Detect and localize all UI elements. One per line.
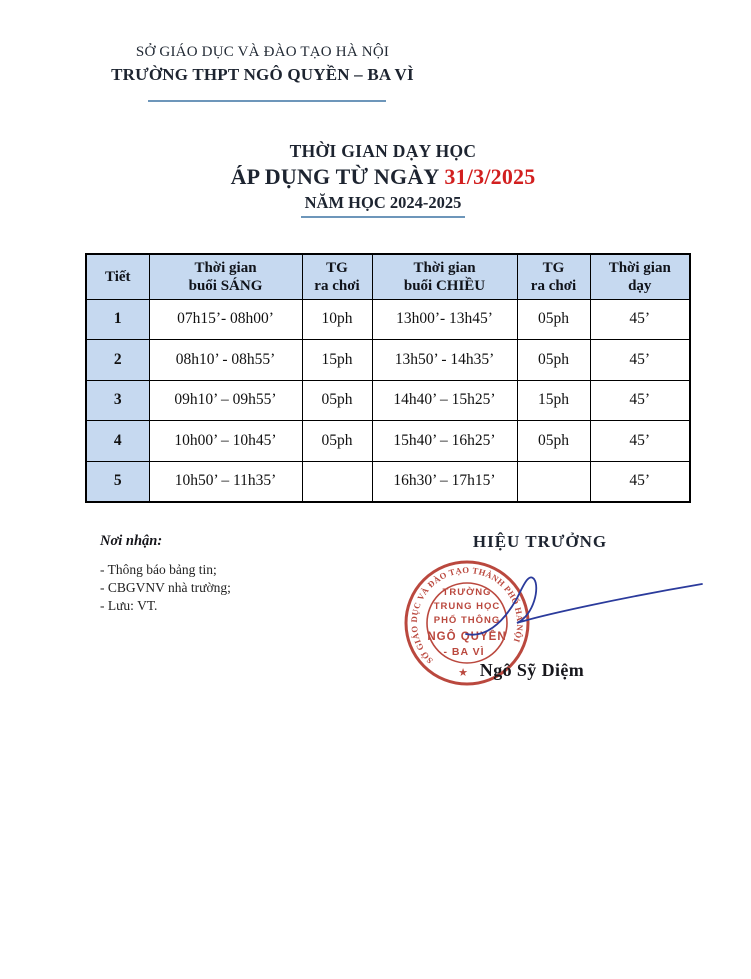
cell-duration: 45’ xyxy=(590,380,690,421)
cell-tiet: 3 xyxy=(86,380,149,421)
cell-afternoon: 13h50’ - 14h35’ xyxy=(372,340,517,381)
signature-title: HIỆU TRƯỞNG xyxy=(472,532,608,551)
school-year: NĂM HỌC 2024-2025 xyxy=(301,193,466,218)
cell-tiet: 4 xyxy=(86,421,149,462)
recipients-block xyxy=(100,533,360,615)
header-cell-morning: Thời gian buổi SÁNG xyxy=(149,254,302,299)
cell-tiet: 1 xyxy=(86,299,149,340)
stamp-line2: TRUNG HỌC xyxy=(433,601,501,612)
cell-break1 xyxy=(302,461,372,502)
signature-ink xyxy=(430,558,710,658)
title-line2-prefix: ÁP DỤNG TỪ NGÀY xyxy=(230,164,445,189)
stamp-line4: NGÔ QUYỀN xyxy=(427,631,507,643)
cell-afternoon: 16h30’ – 17h15’ xyxy=(372,461,517,502)
letterhead xyxy=(95,44,430,85)
school-name: TRƯỜNG THPT NGÔ QUYỀN – BA VÌ xyxy=(111,65,414,84)
department-name: SỞ GIÁO DỤC VÀ ĐÀO TẠO HÀ NỘI xyxy=(135,44,390,60)
recipients-heading: Nơi nhận: xyxy=(100,533,163,549)
cell-duration: 45’ xyxy=(590,421,690,462)
table-header-row xyxy=(86,254,690,299)
stamp-line3: PHỔ THÔNG xyxy=(433,615,501,626)
cell-break1: 05ph xyxy=(302,421,372,462)
schedule-table xyxy=(85,253,691,503)
cell-break1: 05ph xyxy=(302,380,372,421)
cell-morning: 08h10’ - 08h55’ xyxy=(149,340,302,381)
title-line2 xyxy=(33,164,733,190)
cell-morning: 07h15’- 08h00’ xyxy=(149,299,302,340)
recipient-item: - Lưu: VT. xyxy=(100,598,158,613)
title-line1: THỜI GIAN DẠY HỌC xyxy=(289,141,477,161)
signer-name: Ngô Sỹ Diệm xyxy=(479,660,585,680)
cell-break1: 15ph xyxy=(302,340,372,381)
stamp-line5: - BA VÌ xyxy=(443,646,485,658)
cell-afternoon: 15h40’ – 16h25’ xyxy=(372,421,517,462)
header-cell-duration: Thời gian dạy xyxy=(590,254,690,299)
cell-duration: 45’ xyxy=(590,340,690,381)
title-line3 xyxy=(33,193,733,218)
cell-break1: 10ph xyxy=(302,299,372,340)
effective-date: 31/3/2025 xyxy=(444,164,536,189)
cell-duration: 45’ xyxy=(590,299,690,340)
header-cell-tiet: Tiết xyxy=(86,254,149,299)
recipient-item: - CBGVNV nhà trường; xyxy=(100,580,231,595)
recipients-list xyxy=(100,561,360,615)
cell-tiet: 2 xyxy=(86,340,149,381)
cell-afternoon: 14h40’ – 15h25’ xyxy=(372,380,517,421)
cell-break2: 15ph xyxy=(517,380,590,421)
cell-break2: 05ph xyxy=(517,340,590,381)
cell-duration: 45’ xyxy=(590,461,690,502)
cell-afternoon: 13h00’- 13h45’ xyxy=(372,299,517,340)
header-cell-afternoon: Thời gian buổi CHIỀU xyxy=(372,254,517,299)
table-row xyxy=(86,421,690,462)
cell-morning: 09h10’ – 09h55’ xyxy=(149,380,302,421)
cell-morning: 10h50’ – 11h35’ xyxy=(149,461,302,502)
signature-stroke xyxy=(466,577,702,634)
header-cell-break2: TG ra chơi xyxy=(517,254,590,299)
table-row xyxy=(86,340,690,381)
document-title xyxy=(33,141,733,218)
recipient-item: - Thông báo bảng tin; xyxy=(100,562,217,577)
header-cell-break1: TG ra chơi xyxy=(302,254,372,299)
table-row xyxy=(86,299,690,340)
cell-break2: 05ph xyxy=(517,421,590,462)
cell-tiet: 5 xyxy=(86,461,149,502)
table-row xyxy=(86,461,690,502)
stamp-ring-text: SỞ GIÁO DỤC VÀ ĐÀO TẠO THÀNH PHỐ HÀ NỘI xyxy=(408,564,526,666)
stamp-line1: TRƯỜNG xyxy=(442,587,492,598)
table-row xyxy=(86,380,690,421)
star-icon: ★ xyxy=(458,667,468,679)
cell-morning: 10h00’ – 10h45’ xyxy=(149,421,302,462)
letterhead-underline xyxy=(148,100,386,102)
cell-break2: 05ph xyxy=(517,299,590,340)
cell-break2 xyxy=(517,461,590,502)
